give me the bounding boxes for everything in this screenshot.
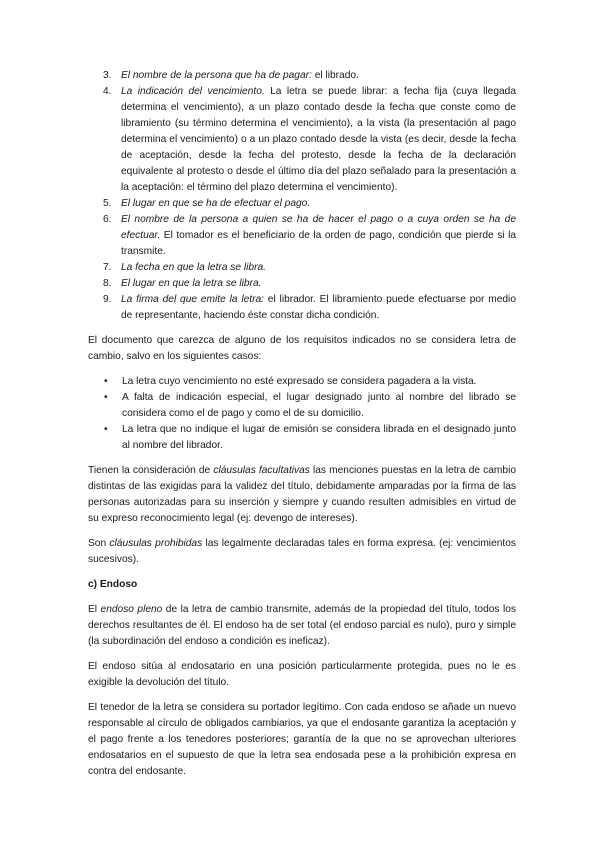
item-number: 4. [103, 86, 112, 97]
bullet-text: A falta de indicación especial, el lugar designado junto al nombre del librado se considera como el de pago y como el de su domicilio. [122, 392, 516, 419]
bullet-icon: • [104, 376, 108, 387]
bullet-item [88, 390, 516, 422]
list-item [88, 68, 516, 84]
item-italic: La fecha en que la letra se libra. [121, 262, 266, 273]
item-number: 9. [103, 294, 112, 305]
item-number: 6. [103, 214, 112, 225]
paragraph-requisitos: El documento que carezca de alguno de los requisitos indicados no se considera letra de cambio, salvo en los siguientes casos: [88, 335, 516, 362]
item-text: El tomador es el beneficiario de la orden de pago, condición que pierde si la transmite. [121, 230, 516, 257]
item-italic: La firma del que emite la letra: [121, 294, 264, 305]
item-number: 8. [103, 278, 112, 289]
item-number: 7. [103, 262, 112, 273]
item-italic: El lugar en que se ha de efectuar el pago. [121, 198, 311, 209]
term-italic: cláusulas prohibidas [109, 538, 203, 549]
paragraph-prohibidas: Son cláusulas prohibidas las legalmente declaradas tales en forma expresa. (ej: vencimientos sucesivos). [88, 538, 516, 565]
item-italic: El lugar en que la letra se libra. [121, 278, 262, 289]
list-item [88, 196, 516, 212]
item-text: el librado. [311, 70, 359, 81]
paragraph-facultativas: Tienen la consideración de cláusulas facultativas las menciones puestas en la letra de cambio distintas de las exigidas para la validez del título, debidamente amparadas por la firma de las personas autorizadas para su inserción y siempre y cuando resulten admisibles en virtud de su expreso reconocimiento legal (ej: devengo de intereses). [88, 465, 516, 524]
term-italic: cláusulas facultativas [213, 465, 310, 476]
exceptions-list [88, 374, 516, 454]
paragraph-tenedor: El tenedor de la letra se considera su portador legítimo. Con cada endoso se añade un nuevo responsable al círculo de obligados cambiarios, ya que el endosante garantiza la aceptación y el pago frente a los tenedores posteriores; garantía de la que no se aprovechan ulteriores endosatarios en el supuesto de que la letra sea endosada pese a la prohibición expresa en contra del endosante. [88, 702, 516, 777]
list-item [88, 292, 516, 324]
item-text: La letra se puede librar: a fecha fija (cuya llegada determina el vencimiento), a un plazo contado desde la fecha que conste como de libramiento (su término determina el vencimiento), a la vista (la presentación al pago determina el vencimiento) o a un plazo contado desde la vista (es decir, desde la fecha de aceptación, desde la fecha del protesto, desde la fecha de la declaración equivalente al protesto o desde el último día del plazo señalado para la presentación a la aceptación: el término del plazo determina el vencimiento). [121, 86, 516, 193]
list-item [88, 276, 516, 292]
term-italic: endoso pleno [100, 604, 163, 615]
bullet-icon: • [104, 392, 108, 403]
bullet-item [88, 422, 516, 454]
item-number: 5. [103, 198, 112, 209]
page-content [88, 68, 516, 789]
item-text: el librador. El libramiento puede efectuarse por medio de representante, haciendo éste constar dicha condición. [121, 294, 516, 321]
list-item [88, 260, 516, 276]
list-item [88, 84, 516, 196]
bullet-item [88, 374, 516, 390]
item-italic: El nombre de la persona que ha de pagar: [121, 70, 312, 81]
list-item [88, 212, 516, 260]
paragraph-endosatario: El endoso sitúa al endosatario en una posición particularmente protegida, pues no le es exigible la devolución del título. [88, 661, 516, 688]
bullet-text: La letra que no indique el lugar de emisión se considera librada en el designado junto al nombre del librador. [122, 424, 516, 451]
item-italic: El nombre de la persona a quien se ha de hacer el pago o a cuya orden se ha de efectuar. [121, 214, 516, 241]
section-heading-endoso: c) Endoso [88, 579, 138, 590]
item-italic: La indicación del vencimiento. [121, 86, 265, 97]
requirements-list [88, 68, 516, 324]
item-number: 3. [103, 70, 112, 81]
bullet-text: La letra cuyo vencimiento no esté expresado se considera pagadera a la vista. [122, 376, 477, 387]
bullet-icon: • [104, 424, 108, 435]
paragraph-endoso-pleno: El endoso pleno de la letra de cambio transmite, además de la propiedad del título, todos los derechos resultantes de él. El endoso ha de ser total (el endoso parcial es nulo), puro y simple (la subordinación del endoso a condición es ineficaz). [88, 604, 516, 647]
